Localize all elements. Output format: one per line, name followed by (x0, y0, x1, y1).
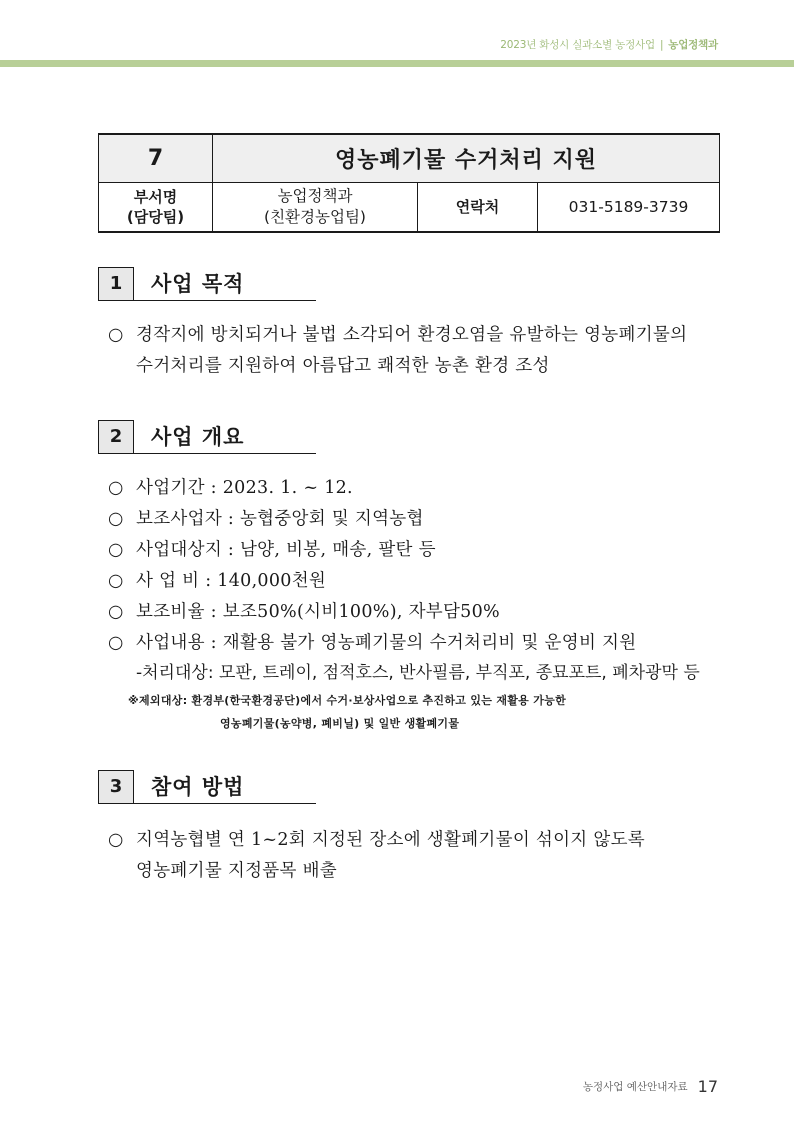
circle-bullet-icon: ○ (108, 602, 124, 622)
contact-value: 031-5189-3739 (538, 183, 720, 233)
page-number: 17 (697, 1077, 718, 1096)
section-underline (132, 803, 316, 804)
dept-value-sub: (친환경농업팀) (264, 208, 366, 226)
page-footer (583, 1076, 718, 1096)
contact-label: 연락처 (418, 183, 538, 233)
participation-line-2: 영농폐기물 지정품목 배출 (136, 861, 337, 881)
header-dept: 농업정책과 (668, 39, 718, 51)
section-heading-participation (98, 770, 316, 806)
list-item: ○ 보조비율 : 보조50%(시비100%), 자부담50% (108, 597, 723, 628)
overview-sub-item: -처리대상: 모판, 트레이, 점적호스, 반사필름, 부직포, 종묘포트, 폐차광막 등 (136, 663, 700, 683)
circle-bullet-icon: ○ (108, 540, 124, 560)
circle-bullet-icon: ○ (108, 325, 124, 345)
section-number-box: 3 (98, 770, 134, 804)
exclusion-note-line-1: ※제외대상: 환경부(한국환경공단)에서 수거·보상사업으로 추진하고 있는 재활용 가능한 (128, 694, 567, 707)
section-underline (132, 300, 316, 301)
list-item: ○ 사업대상지 : 남양, 비봉, 매송, 팔탄 등 (108, 535, 723, 566)
overview-list (108, 473, 723, 659)
purpose-line-1: ○ 경작지에 방치되거나 불법 소각되어 환경오염을 유발하는 영농폐기물의 (108, 320, 723, 351)
dept-label-cell (99, 183, 213, 233)
circle-bullet-icon: ○ (108, 633, 124, 653)
list-item: ○ 사 업 비 : 140,000천원 (108, 566, 723, 597)
section-number-box: 2 (98, 420, 134, 454)
header-separator: | (659, 39, 664, 51)
section-heading-purpose (98, 267, 316, 303)
header-left-text: 2023년 화성시 실과소별 농정사업 (500, 39, 655, 51)
section-title: 참여 방법 (151, 775, 245, 799)
list-item: ○ 사업기간 : 2023. 1. ~ 12. (108, 473, 723, 504)
dept-value-cell (213, 183, 418, 233)
circle-bullet-icon: ○ (108, 571, 124, 591)
purpose-line-2: 수거처리를 지원하여 아름답고 쾌적한 농촌 환경 조성 (136, 356, 550, 376)
circle-bullet-icon: ○ (108, 478, 124, 498)
header-accent-bar (0, 60, 794, 67)
list-item: ○ 사업내용 : 재활용 불가 영농폐기물의 수거처리비 및 운영비 지원 (108, 628, 723, 659)
circle-bullet-icon: ○ (108, 830, 124, 850)
project-meta-row (99, 183, 720, 233)
list-item: ○ 보조사업자 : 농협중앙회 및 지역농협 (108, 504, 723, 535)
section-number-box: 1 (98, 267, 134, 301)
project-title-row (99, 134, 720, 183)
project-info-table (98, 133, 720, 233)
section-title: 사업 목적 (151, 272, 245, 296)
participation-line-1: ○ 지역농협별 연 1~2회 지정된 장소에 생활폐기물이 섞이지 않도록 (108, 825, 723, 856)
dept-label: 부서명 (133, 188, 178, 206)
project-number: 7 (99, 134, 213, 183)
purpose-paragraph (108, 320, 723, 382)
participation-paragraph (108, 825, 723, 887)
dept-value: 농업정책과 (277, 187, 353, 205)
circle-bullet-icon: ○ (108, 509, 124, 529)
exclusion-note-line-2: 영농폐기물(농약병, 폐비닐) 및 일반 생활폐기물 (220, 717, 460, 730)
section-underline (132, 453, 316, 454)
footer-text: 농정사업 예산안내자료 (582, 1081, 688, 1093)
project-title: 영농폐기물 수거처리 지원 (213, 134, 720, 183)
section-heading-overview (98, 420, 316, 456)
running-header (500, 37, 718, 52)
section-title: 사업 개요 (151, 425, 245, 449)
dept-label-sub: (담당팀) (126, 208, 185, 226)
